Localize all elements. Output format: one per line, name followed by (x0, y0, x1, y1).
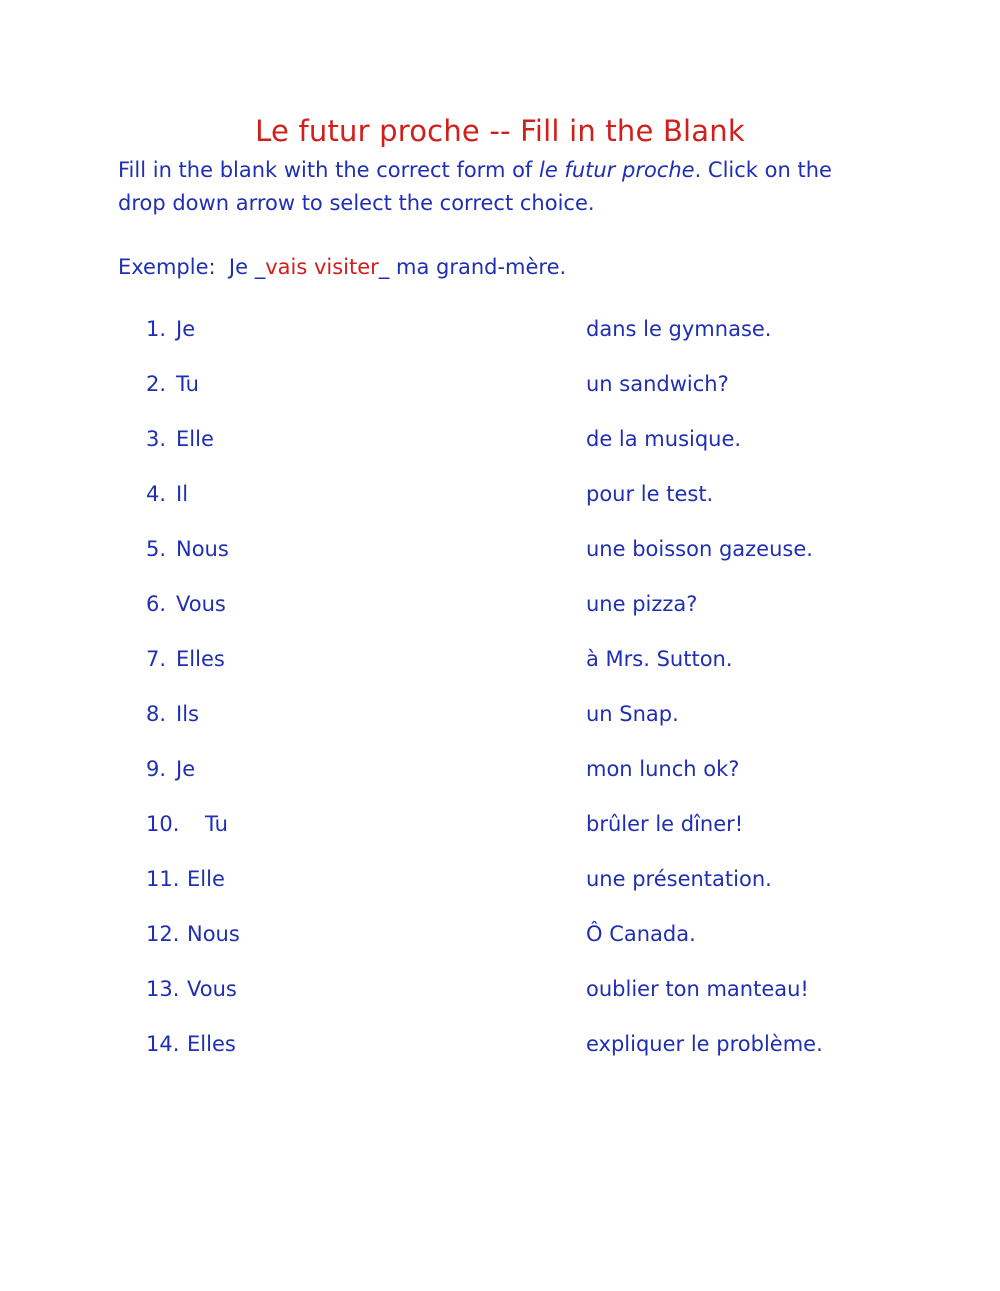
exercise-item (0, 643, 1000, 698)
exercise-item (0, 698, 1000, 753)
item-subject: Je (176, 757, 196, 781)
exercise-item (0, 863, 1000, 918)
exercise-item (0, 368, 1000, 423)
item-number: 8. (146, 702, 167, 726)
item-number: 2. (146, 372, 167, 396)
item-subject: Je (176, 317, 196, 341)
item-number: 14. (146, 1032, 180, 1056)
item-subject: Vous (187, 977, 237, 1001)
item-subject: Tu (176, 372, 199, 396)
item-subject: Elles (176, 647, 225, 671)
item-rest: un Snap. (586, 702, 679, 726)
item-subject: Nous (176, 537, 229, 561)
item-number: 11. (146, 867, 180, 891)
exercise-item (0, 973, 1000, 1028)
item-number: 3. (146, 427, 167, 451)
item-number: 6. (146, 592, 167, 616)
item-rest: une boisson gazeuse. (586, 537, 813, 561)
item-rest: brûler le dîner! (586, 812, 744, 836)
exercise-item (0, 423, 1000, 478)
item-number: 4. (146, 482, 167, 506)
item-subject: Elles (187, 1032, 236, 1056)
item-subject: Vous (176, 592, 226, 616)
exercise-item (0, 478, 1000, 533)
item-number: 9. (146, 757, 167, 781)
page-title: Le futur proche -- Fill in the Blank (255, 114, 745, 148)
exercise-item (0, 313, 1000, 368)
exercise-item (0, 533, 1000, 588)
exercise-item (0, 1028, 1000, 1083)
example-suffix: _ ma grand-mère. (378, 255, 567, 279)
item-rest: dans le gymnase. (586, 317, 772, 341)
exercise-list (0, 313, 1000, 1083)
item-number: 5. (146, 537, 167, 561)
item-rest: une présentation. (586, 867, 772, 891)
item-number: 13. (146, 977, 180, 1001)
item-number: 10. (146, 812, 180, 836)
example-answer: vais visiter (265, 255, 379, 279)
item-subject: Elle (176, 427, 214, 451)
example-sentence (118, 251, 566, 284)
item-subject: Ils (176, 702, 199, 726)
item-subject: Elle (187, 867, 225, 891)
exercise-item (0, 753, 1000, 808)
instructions (118, 154, 878, 220)
item-number: 7. (146, 647, 167, 671)
item-number: 1. (146, 317, 167, 341)
exercise-item (0, 808, 1000, 863)
item-subject: Il (176, 482, 189, 506)
instructions-italic: le futur proche (539, 158, 695, 182)
exercise-item (0, 918, 1000, 973)
instructions-text-1: Fill in the blank with the correct form of (118, 158, 539, 182)
item-rest: de la musique. (586, 427, 742, 451)
item-rest: oublier ton manteau! (586, 977, 809, 1001)
item-subject: Nous (187, 922, 240, 946)
item-number: 12. (146, 922, 180, 946)
instructions-text-2: . Click on the drop down arrow to select the correct choice. (118, 158, 832, 215)
item-rest: pour le test. (586, 482, 714, 506)
exercise-item (0, 588, 1000, 643)
item-rest: Ô Canada. (586, 922, 696, 946)
item-rest: à Mrs. Sutton. (586, 647, 733, 671)
example-prefix: Exemple: Je _ (118, 255, 266, 279)
item-rest: une pizza? (586, 592, 698, 616)
item-rest: mon lunch ok? (586, 757, 740, 781)
item-rest: expliquer le problème. (586, 1032, 823, 1056)
item-rest: un sandwich? (586, 372, 729, 396)
item-subject: Tu (205, 812, 228, 836)
